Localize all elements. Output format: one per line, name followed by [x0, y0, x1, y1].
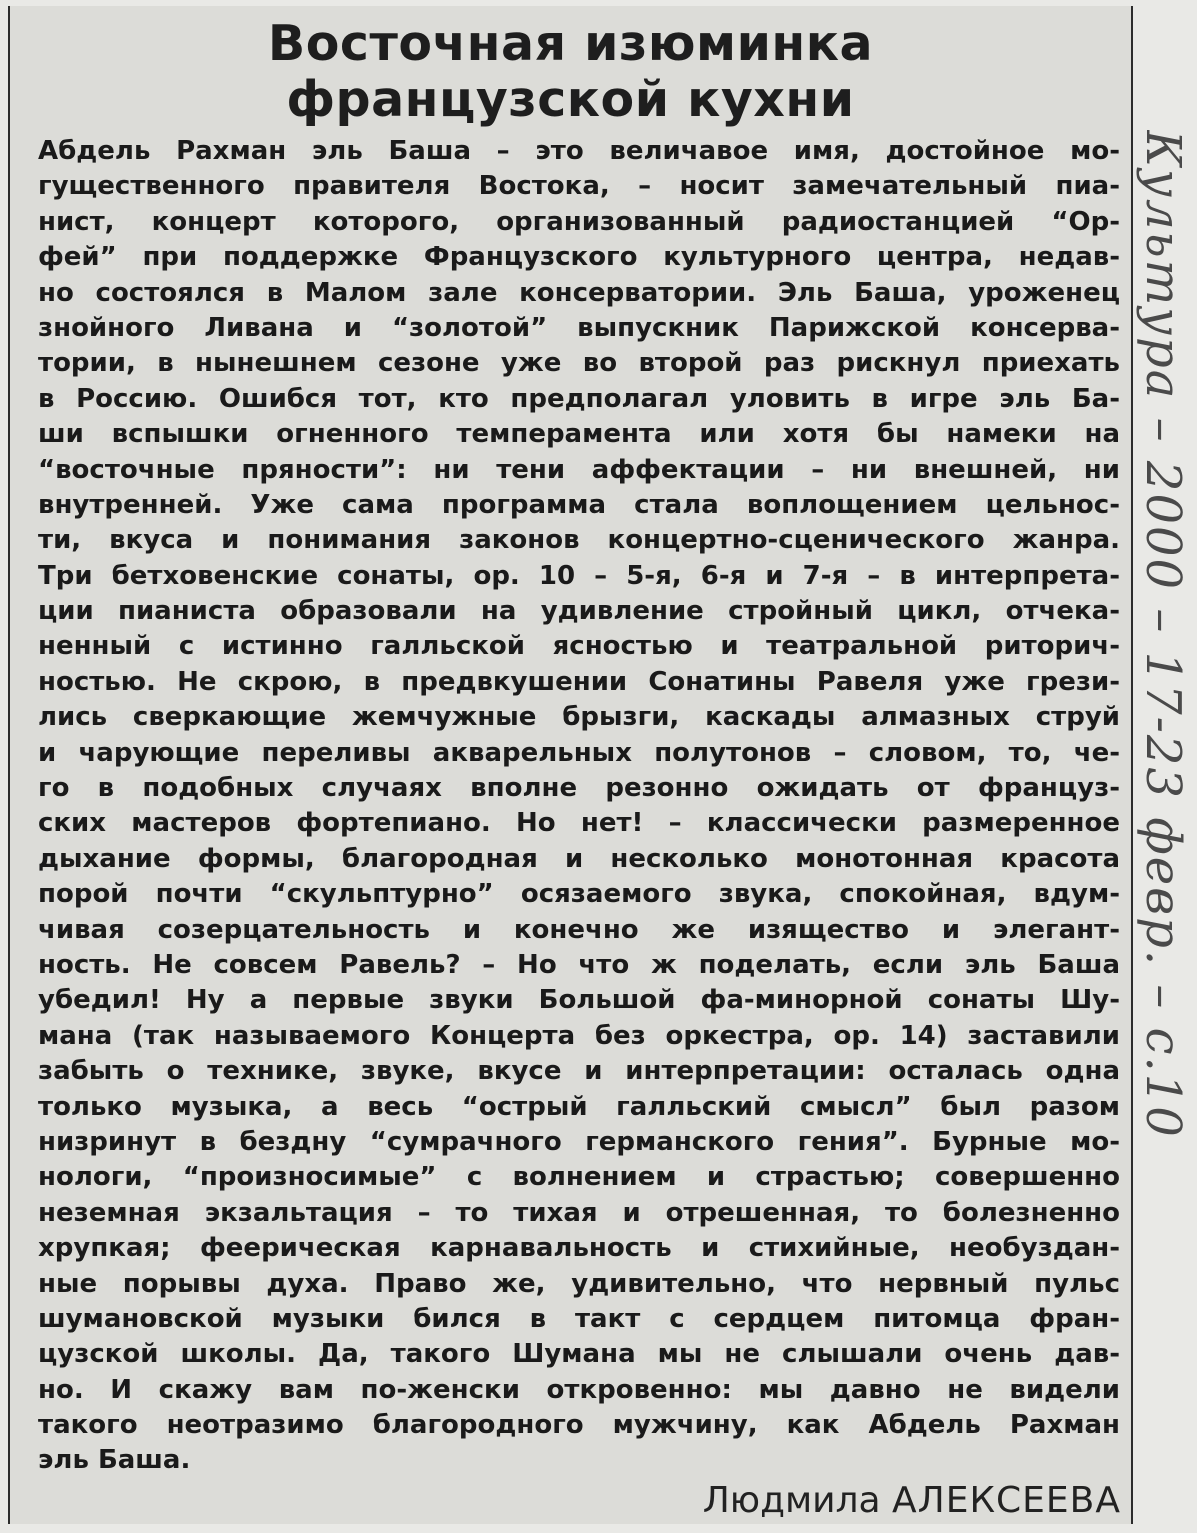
article-line: неземная экзальтация – то тихая и отрешенная, то болезненно [38, 1197, 1120, 1228]
article-line: ностью. Не скрою, в предвкушении Сонатины Равеля уже грези- [38, 666, 1120, 697]
article-line: хрупкая; феерическая карнавальность и стихийные, необуздан- [38, 1233, 1120, 1264]
handwritten-source-note-text: Культура – 2000 – 17-23 февр. – с.10 [1135, 130, 1191, 1139]
article-line: мана (так называемого Концерта без оркестра, ор. 14) заставили [38, 1020, 1120, 1051]
headline-line-1: Восточная изюминка [267, 15, 874, 72]
article-line: цузской школы. Да, такого Шумана мы не слышали очень дав- [38, 1339, 1120, 1370]
article-line: нист, концерт которого, организованный радиостанцией “Ор- [38, 206, 1120, 237]
article-line: лись сверкающие жемчужные брызги, каскады алмазных струй [38, 702, 1120, 733]
article-line: только музыка, а весь “острый галльский смысл” был разом [38, 1091, 1120, 1122]
author-signature [703, 1480, 1121, 1522]
article-line: внутренней. Уже сама программа стала воплощением цельнос- [38, 489, 1120, 520]
article-line: забыть о технике, звуке, вкусе и интерпретации: осталась одна [38, 1056, 1120, 1087]
article-line: знойного Ливана и “золотой” выпускник Парижской консерва- [38, 312, 1120, 343]
handwritten-source-note [1133, 130, 1197, 1360]
article-line: тории, в нынешнем сезоне уже во второй раз рискнул приехать [38, 348, 1120, 379]
article-line: Три бетховенские сонаты, ор. 10 – 5-я, 6-я и 7-я – в интерпрета- [38, 560, 1120, 591]
article-line: чивая созерцательность и конечно же изящество и элегант- [38, 914, 1120, 945]
article-line: ских мастеров фортепиано. Но нет! – классически размеренное [38, 808, 1120, 839]
article-line: но. И скажу вам по-женски откровенно: мы давно не видели [38, 1374, 1120, 1405]
headline-line-2: французской кухни [286, 71, 855, 128]
article-line: ные порывы духа. Право же, удивительно, что нервный пульс [38, 1268, 1120, 1299]
article-line: ность. Не совсем Равель? – Но что ж поделать, если эль Баша [38, 949, 1120, 980]
article-line: шумановской музыки бился в такт с сердцем питомца фран- [38, 1303, 1120, 1334]
article-line: фей” при поддержке Французского культурного центра, недав- [38, 242, 1120, 273]
article-line: го в подобных случаях вполне резонно ожидать от француз- [38, 773, 1120, 804]
article-line: гущественного правителя Востока, – носит замечательный пиа- [38, 171, 1120, 202]
article-line: такого неотразимо благородного мужчину, как Абдель Рахман [38, 1410, 1120, 1441]
newspaper-clipping [8, 6, 1133, 1524]
article-line: низринут в бездну “сумрачного германского гения”. Бурные мо- [38, 1126, 1120, 1157]
article-line: убедил! Ну а первые звуки Большой фа-минорной сонаты Шу- [38, 985, 1120, 1016]
article-line: ти, вкуса и понимания законов концертно-сценического жанра. [38, 525, 1120, 556]
article-line: эль Баша. [38, 1445, 191, 1476]
article-line: порой почти “скульптурно” осязаемого звука, спокойная, вдум- [38, 879, 1120, 910]
article-line: ции пианиста образовали на удивление стройный цикл, отчека- [38, 596, 1120, 627]
author-surname: АЛЕКСЕЕВА [892, 1480, 1121, 1521]
article-line: нологи, “произносимые” с волнением и страстью; совершенно [38, 1162, 1120, 1193]
article-body [38, 134, 1120, 1479]
article-line: и чарующие переливы акварельных полутонов – словом, то, че- [38, 737, 1120, 768]
article-line: ненный с истинно галльской ясностью и театральной риторич- [38, 631, 1120, 662]
article-line: ши вспышки огненного темперамента или хотя бы намеки на [38, 419, 1120, 450]
article-line: Абдель Рахман эль Баша – это величавое имя, достойное мо- [38, 136, 1120, 166]
author-first-name: Людмила [702, 1480, 881, 1521]
article-line: но состоялся в Малом зале консерватории. Эль Баша, уроженец [38, 277, 1120, 308]
article-line: в Россию. Ошибся тот, кто предполагал уловить в игре эль Ба- [38, 383, 1120, 414]
article-line: дыхание формы, благородная и несколько монотонная красота [38, 843, 1120, 874]
article-headline [10, 16, 1131, 128]
article-line: “восточные пряности”: ни тени аффектации – ни внешней, ни [38, 454, 1120, 485]
